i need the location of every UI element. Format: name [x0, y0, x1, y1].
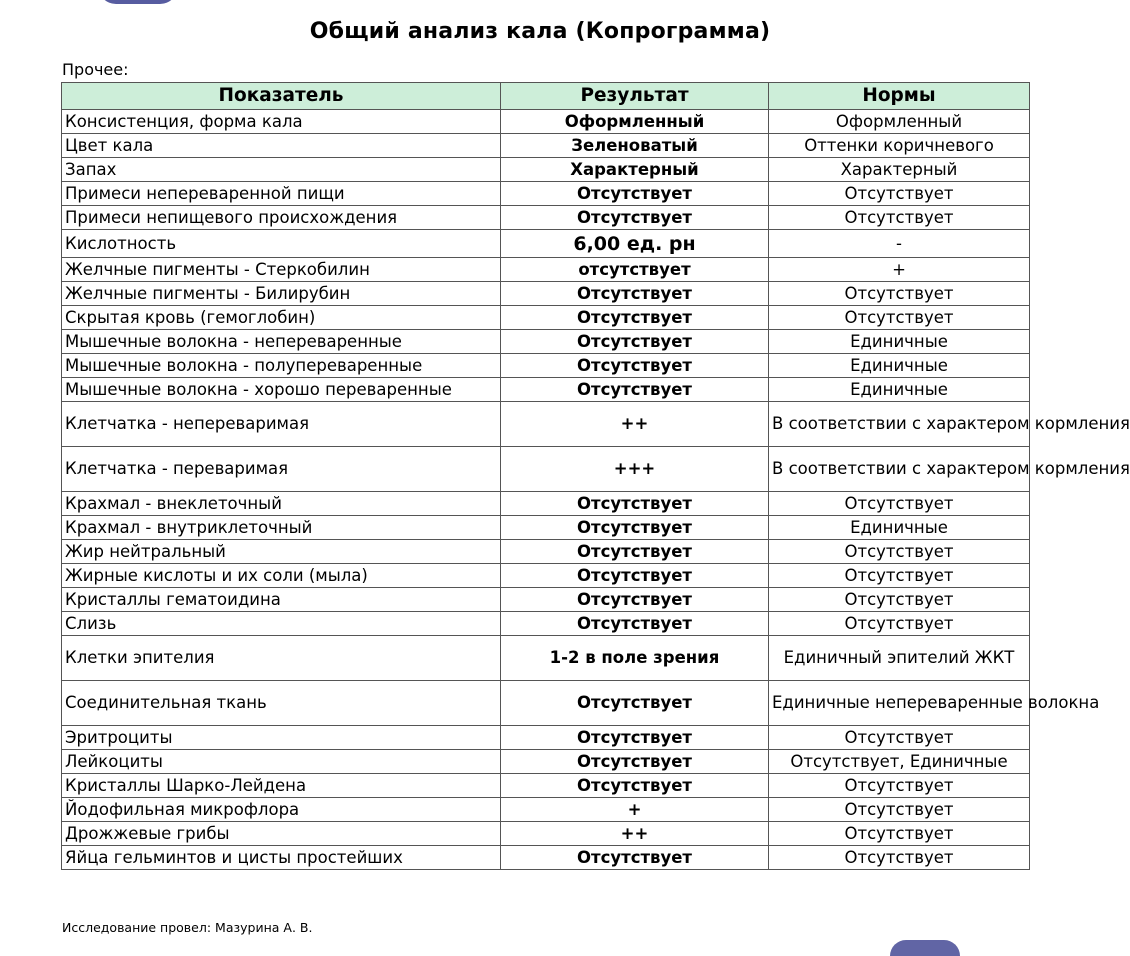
results-table	[61, 82, 1130, 870]
norm-value: Единичные	[769, 354, 1030, 378]
result-value: Отсутствует	[501, 726, 769, 750]
indicator-name: Консистенция, форма кала	[62, 110, 501, 134]
indicator-name: Клетчатка - переваримая	[62, 447, 501, 492]
result-value: отсутствует	[501, 258, 769, 282]
norm-value: Единичный эпителий ЖКТ	[769, 636, 1030, 681]
indicator-name: Яйца гельминтов и цисты простейших	[62, 846, 501, 870]
footer-examiner: Исследование провел: Мазурина А. В.	[62, 920, 313, 935]
norm-value: Отсутствует	[769, 774, 1030, 798]
result-value: +++	[501, 447, 769, 492]
indicator-name: Скрытая кровь (гемоглобин)	[62, 306, 501, 330]
table-row	[62, 798, 1030, 822]
table-row	[62, 282, 1030, 306]
norm-value: Отсутствует	[769, 206, 1030, 230]
indicator-name: Дрожжевые грибы	[62, 822, 501, 846]
indicator-name: Кислотность	[62, 230, 501, 258]
table-row	[62, 750, 1030, 774]
norm-value: Отсутствует	[769, 306, 1030, 330]
result-value: ++	[501, 402, 769, 447]
table-row	[62, 158, 1030, 182]
indicator-name: Эритроциты	[62, 726, 501, 750]
norm-value: Отсутствует	[769, 564, 1030, 588]
result-value: Отсутствует	[501, 206, 769, 230]
table-row	[62, 378, 1030, 402]
result-value: Отсутствует	[501, 282, 769, 306]
result-value: Отсутствует	[501, 516, 769, 540]
result-value: Отсутствует	[501, 354, 769, 378]
page-title: Общий анализ кала (Копрограмма)	[309, 18, 771, 44]
norm-value: Оформленный	[769, 110, 1030, 134]
table-row	[62, 564, 1030, 588]
result-value: Отсутствует	[501, 540, 769, 564]
table-row	[62, 230, 1030, 258]
table-header-row	[62, 83, 1030, 110]
table-row	[62, 612, 1030, 636]
table-row	[62, 182, 1030, 206]
norm-value: +	[769, 258, 1030, 282]
indicator-name: Примеси непищевого происхождения	[62, 206, 501, 230]
table-row	[62, 354, 1030, 378]
clinic-logo-fragment	[98, 0, 178, 4]
result-value: Отсутствует	[501, 182, 769, 206]
indicator-name: Мышечные волокна - полупереваренные	[62, 354, 501, 378]
table-row	[62, 206, 1030, 230]
norm-value: Отсутствует	[769, 182, 1030, 206]
indicator-name: Кристаллы Шарко-Лейдена	[62, 774, 501, 798]
clinic-logo-fragment-bottom	[890, 940, 960, 956]
norm-value: Отсутствует	[769, 612, 1030, 636]
table-row	[62, 306, 1030, 330]
norm-value: В соответствии с характером кормления	[769, 402, 1030, 447]
column-header-norm: Нормы	[769, 83, 1030, 110]
indicator-name: Крахмал - внеклеточный	[62, 492, 501, 516]
indicator-name: Крахмал - внутриклеточный	[62, 516, 501, 540]
table-row	[62, 447, 1030, 492]
norm-value: -	[769, 230, 1030, 258]
norm-value: Характерный	[769, 158, 1030, 182]
norm-value: Единичные	[769, 516, 1030, 540]
table-row	[62, 540, 1030, 564]
result-value: Отсутствует	[501, 306, 769, 330]
result-value: Отсутствует	[501, 612, 769, 636]
indicator-name: Клетки эпителия	[62, 636, 501, 681]
result-value: 1-2 в поле зрения	[501, 636, 769, 681]
norm-value: Отсутствует, Единичные	[769, 750, 1030, 774]
result-value: Отсутствует	[501, 564, 769, 588]
indicator-name: Жир нейтральный	[62, 540, 501, 564]
indicator-name: Мышечные волокна - хорошо переваренные	[62, 378, 501, 402]
table-row	[62, 330, 1030, 354]
section-label: Прочее:	[62, 60, 129, 79]
result-value: 6,00 ед. рн	[501, 230, 769, 258]
norm-value: Отсутствует	[769, 798, 1030, 822]
column-header-result: Результат	[501, 83, 769, 110]
result-value: Отсутствует	[501, 330, 769, 354]
table-row	[62, 110, 1030, 134]
result-value: Отсутствует	[501, 846, 769, 870]
norm-value: Единичные	[769, 378, 1030, 402]
table-row	[62, 258, 1030, 282]
result-value: Отсутствует	[501, 774, 769, 798]
norm-value: Единичные	[769, 330, 1030, 354]
table-row	[62, 636, 1030, 681]
indicator-name: Слизь	[62, 612, 501, 636]
indicator-name: Лейкоциты	[62, 750, 501, 774]
indicator-name: Клетчатка - непереваримая	[62, 402, 501, 447]
table-body	[62, 110, 1130, 870]
table-row	[62, 492, 1030, 516]
table-row	[62, 774, 1030, 798]
table-row	[62, 402, 1030, 447]
indicator-name: Примеси непереваренной пищи	[62, 182, 501, 206]
norm-value: Единичные непереваренные волокна	[769, 681, 1030, 726]
column-header-indicator: Показатель	[62, 83, 501, 110]
norm-value: Отсутствует	[769, 822, 1030, 846]
indicator-name: Желчные пигменты - Билирубин	[62, 282, 501, 306]
indicator-name: Йодофильная микрофлора	[62, 798, 501, 822]
result-value: Оформленный	[501, 110, 769, 134]
table-row	[62, 516, 1030, 540]
result-value: Отсутствует	[501, 681, 769, 726]
indicator-name: Кристаллы гематоидина	[62, 588, 501, 612]
norm-value: Отсутствует	[769, 846, 1030, 870]
table-row	[62, 588, 1030, 612]
result-value: ++	[501, 822, 769, 846]
indicator-name: Цвет кала	[62, 134, 501, 158]
norm-value: Отсутствует	[769, 540, 1030, 564]
table-row	[62, 681, 1030, 726]
indicator-name: Жирные кислоты и их соли (мыла)	[62, 564, 501, 588]
result-value: Отсутствует	[501, 588, 769, 612]
indicator-name: Мышечные волокна - непереваренные	[62, 330, 501, 354]
indicator-name: Соединительная ткань	[62, 681, 501, 726]
table-row	[62, 726, 1030, 750]
result-value: +	[501, 798, 769, 822]
indicator-name: Запах	[62, 158, 501, 182]
result-value: Отсутствует	[501, 378, 769, 402]
result-value: Характерный	[501, 158, 769, 182]
indicator-name: Желчные пигменты - Стеркобилин	[62, 258, 501, 282]
table-row	[62, 134, 1030, 158]
result-value: Отсутствует	[501, 492, 769, 516]
norm-value: В соответствии с характером кормления	[769, 447, 1030, 492]
norm-value: Отсутствует	[769, 588, 1030, 612]
norm-value: Отсутствует	[769, 492, 1030, 516]
norm-value: Отсутствует	[769, 726, 1030, 750]
norm-value: Оттенки коричневого	[769, 134, 1030, 158]
table-row	[62, 846, 1030, 870]
norm-value: Отсутствует	[769, 282, 1030, 306]
result-value: Зеленоватый	[501, 134, 769, 158]
result-value: Отсутствует	[501, 750, 769, 774]
table-row	[62, 822, 1030, 846]
